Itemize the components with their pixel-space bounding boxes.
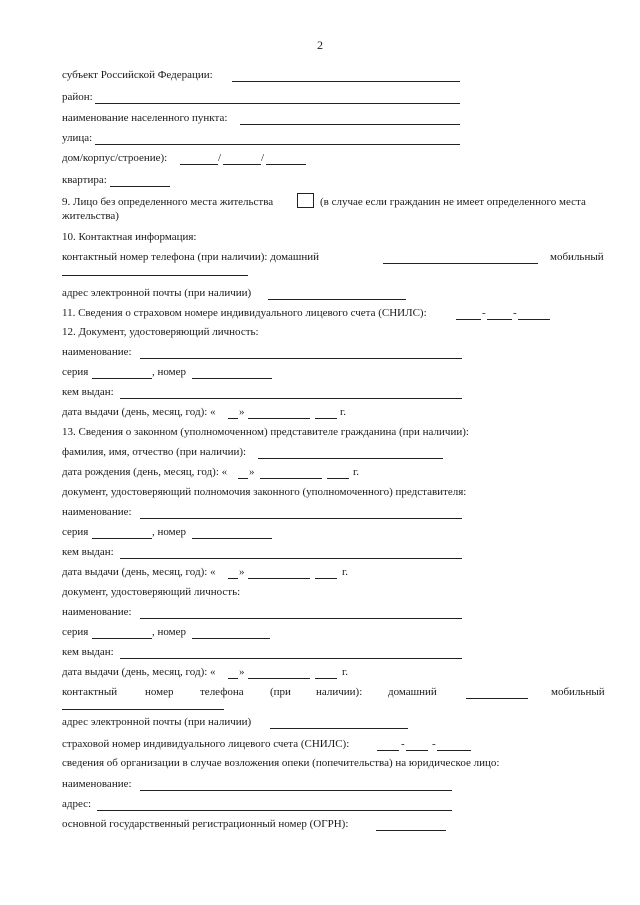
field-snils-part1[interactable]: [456, 319, 481, 320]
separator-dash: -: [432, 738, 436, 750]
field-rep-issue-day[interactable]: [228, 678, 238, 679]
field-settlement[interactable]: [240, 124, 460, 125]
separator-slash: /: [261, 152, 265, 164]
label-settlement: наименование населенного пункта:: [62, 112, 228, 124]
label-series: серия: [62, 626, 89, 638]
page-number: 2: [317, 38, 323, 52]
quote-close: »: [239, 406, 245, 418]
separator-dash: -: [401, 738, 405, 750]
quote-close: »: [239, 566, 245, 578]
separator-dash: -: [482, 307, 486, 319]
label-series: серия: [62, 366, 89, 378]
field-authority-number[interactable]: [192, 538, 272, 539]
label-email: адрес электронной почты (при наличии): [62, 287, 252, 299]
label-number: , номер: [152, 366, 187, 378]
field-authority-issue-month[interactable]: [248, 578, 310, 579]
field-authority-doc-name[interactable]: [140, 518, 462, 519]
label-year-suffix: г.: [342, 566, 349, 578]
field-authority-issue-day[interactable]: [228, 578, 238, 579]
checkbox-homeless[interactable]: [297, 193, 314, 208]
label-ogrn: основной государственный регистрационный номер (ОГРН):: [62, 818, 349, 830]
label-org-name: наименование:: [62, 778, 132, 790]
label-phone-word: (при: [270, 686, 291, 698]
field-org-address[interactable]: [97, 810, 452, 811]
field-number[interactable]: [192, 378, 272, 379]
field-street[interactable]: [95, 144, 460, 145]
field-ogrn[interactable]: [376, 830, 446, 831]
label-house: дом/корпус/строение):: [62, 152, 168, 164]
label-birth-date: дата рождения (день, месяц, год): «: [62, 466, 228, 478]
label-full-name: фамилия, имя, отчество (при наличии):: [62, 446, 247, 458]
field-issue-month[interactable]: [248, 418, 310, 419]
label-series: серия: [62, 526, 89, 538]
section-identity-document: 12. Документ, удостоверяющий личность:: [62, 326, 259, 338]
label-doc-name: наименование:: [62, 346, 132, 358]
field-rep-snils-part1[interactable]: [377, 750, 399, 751]
label-subject-rf: субъект Российской Федерации:: [62, 69, 213, 81]
label-year-suffix: г.: [342, 666, 349, 678]
section-contact-info: 10. Контактная информация:: [62, 231, 197, 243]
field-doc-name[interactable]: [140, 358, 462, 359]
field-series[interactable]: [92, 378, 152, 379]
field-full-name[interactable]: [258, 458, 443, 459]
label-phone-word: наличии):: [316, 686, 363, 698]
label-year-suffix: г.: [340, 406, 347, 418]
label-mobile: мобильный: [550, 251, 604, 263]
quote-close: »: [239, 666, 245, 678]
label-district: район:: [62, 91, 93, 103]
label-issue-date: дата выдачи (день, месяц, год): «: [62, 566, 216, 578]
label-year-suffix: г.: [353, 466, 360, 478]
label-org-info: сведения об организации в случае возложения опеки (попечительства) на юридическое лицо:: [62, 757, 500, 769]
field-rep-snils-part2[interactable]: [406, 750, 428, 751]
label-issue-date: дата выдачи (день, месяц, год): «: [62, 406, 216, 418]
field-rep-email[interactable]: [270, 728, 408, 729]
field-subject-rf[interactable]: [232, 81, 460, 82]
label-snils: 11. Сведения о страховом номере индивидуального лицевого счета (СНИЛС):: [62, 307, 427, 319]
label-doc-name: наименование:: [62, 606, 132, 618]
field-birth-month[interactable]: [260, 478, 322, 479]
label-phone-word: контактный: [62, 686, 118, 698]
field-rep-snils-part3[interactable]: [437, 750, 471, 751]
label-org-address: адрес:: [62, 798, 92, 810]
label-email: адрес электронной почты (при наличии): [62, 716, 252, 728]
field-rep-issue-month[interactable]: [248, 678, 310, 679]
field-issued-by[interactable]: [120, 398, 462, 399]
label-mobile: мобильный: [551, 686, 605, 698]
field-building[interactable]: [223, 164, 261, 165]
label-rep-snils: страховой номер индивидуального лицевого счета (СНИЛС):: [62, 738, 350, 750]
label-home: домашний: [388, 686, 437, 698]
field-authority-series[interactable]: [92, 538, 152, 539]
label-doc-name: наименование:: [62, 506, 132, 518]
label-issued-by: кем выдан:: [62, 546, 114, 558]
field-birth-year[interactable]: [327, 478, 349, 479]
field-rep-series[interactable]: [92, 638, 152, 639]
label-issue-date: дата выдачи (день, месяц, год): «: [62, 666, 216, 678]
field-snils-part2[interactable]: [487, 319, 512, 320]
label-homeless: 9. Лицо без определенного места жительства: [62, 196, 274, 208]
label-issued-by: кем выдан:: [62, 386, 114, 398]
label-identity-doc: документ, удостоверяющий личность:: [62, 586, 241, 598]
field-email[interactable]: [268, 299, 406, 300]
field-rep-home-phone[interactable]: [466, 698, 528, 699]
label-phone: контактный номер телефона (при наличии): домашний: [62, 251, 320, 263]
label-homeless-note: (в случае если гражданин не имеет определенного места: [320, 196, 586, 208]
field-district[interactable]: [95, 103, 460, 104]
section-representative: 13. Сведения о законном (уполномоченном) представителе гражданина (при наличии):: [62, 426, 469, 438]
field-mobile-phone[interactable]: [62, 275, 248, 276]
label-homeless-note-cont: жительства): [62, 210, 119, 222]
label-apartment: квартира:: [62, 174, 107, 186]
label-number: , номер: [152, 526, 187, 538]
field-apartment[interactable]: [110, 186, 170, 187]
label-authority-doc: документ, удостоверяющий полномочия законного (уполномоченного) представителя:: [62, 486, 467, 498]
field-org-name[interactable]: [140, 790, 452, 791]
field-rep-number[interactable]: [192, 638, 270, 639]
field-rep-issue-year[interactable]: [315, 678, 337, 679]
field-snils-part3[interactable]: [518, 319, 550, 320]
separator-dash: -: [513, 307, 517, 319]
field-home-phone[interactable]: [383, 263, 538, 264]
field-issue-year[interactable]: [315, 418, 337, 419]
field-structure[interactable]: [266, 164, 306, 165]
label-number: , номер: [152, 626, 187, 638]
label-phone-word: телефона: [200, 686, 244, 698]
field-rep-issued-by[interactable]: [120, 658, 462, 659]
field-rep-mobile-phone[interactable]: [62, 709, 224, 710]
label-street: улица:: [62, 132, 93, 144]
separator-slash: /: [218, 152, 222, 164]
label-phone-word: номер: [145, 686, 174, 698]
field-authority-issue-year[interactable]: [315, 578, 337, 579]
field-rep-doc-name[interactable]: [140, 618, 462, 619]
quote-close: »: [249, 466, 255, 478]
label-issued-by: кем выдан:: [62, 646, 114, 658]
field-house[interactable]: [180, 164, 218, 165]
field-issue-day[interactable]: [228, 418, 238, 419]
field-authority-issued-by[interactable]: [120, 558, 462, 559]
field-birth-day[interactable]: [238, 478, 248, 479]
